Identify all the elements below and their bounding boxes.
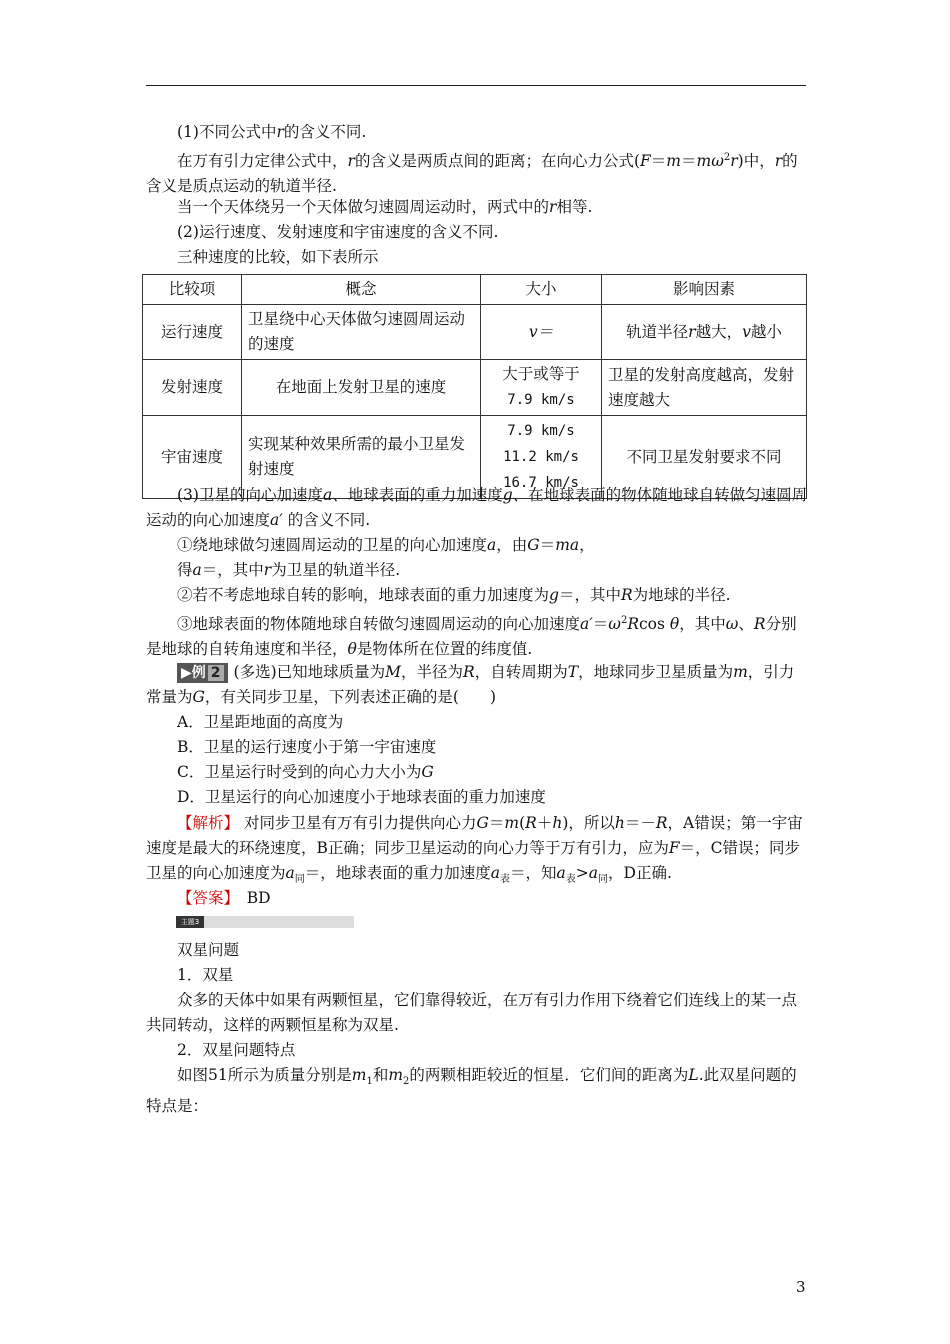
table-cell: 不同卫星发射要求不同 bbox=[602, 416, 807, 499]
table-cell: 轨道半径r越大，v越小 bbox=[602, 305, 807, 360]
table-cell: 运行速度 bbox=[143, 305, 242, 360]
table-header: 大小 bbox=[481, 275, 602, 305]
table-cell: 宇宙速度 bbox=[143, 416, 242, 499]
page-number: 3 bbox=[796, 1278, 806, 1296]
table-cell: 在地面上发射卫星的速度 bbox=[242, 360, 481, 416]
table-header: 概念 bbox=[242, 275, 481, 305]
para-8: 得a＝，其中r为卫星的轨道半径. bbox=[177, 561, 401, 579]
para-4: (2)运行速度、发射速度和宇宙速度的含义不同. bbox=[177, 223, 499, 241]
table-cell: 7.9 km/s 11.2 km/s 16.7 km/s bbox=[481, 416, 602, 499]
para-1: (1)不同公式中r的含义不同. bbox=[177, 123, 367, 141]
para-10: ③地球表面的物体随地球自转做匀速圆周运动的向心加速度$a'=\omega^2Rcos$ θ，其中ω、R分别是地球的自转角速度和半径，θ是物体所在位置的纬度值. bbox=[146, 615, 797, 659]
para-binary-star-fig: 如图51所示为质量分别是$m_1$和$m_2$的两颗相距较近的恒星．它们间的距离为L.此双星问题的特点是： bbox=[146, 1066, 797, 1116]
table-cell: 发射速度 bbox=[143, 360, 242, 416]
option-a: A．卫星距地面的高度为 bbox=[177, 713, 344, 731]
option-d: D．卫星运行的向心加速度小于地球表面的重力加速度 bbox=[177, 788, 546, 806]
example-badge: ▶例 2 bbox=[177, 663, 228, 683]
para-3: 当一个天体绕另一个天体做匀速圆周运动时，两式中的r相等. bbox=[177, 198, 593, 216]
table-cell: 实现某种效果所需的最小卫星发射速度 bbox=[242, 416, 481, 499]
para-7: ①绕地球做匀速圆周运动的卫星的向心加速度a，由G＝ma， bbox=[177, 536, 595, 554]
topic-bar bbox=[176, 916, 354, 928]
table-cell: v＝ bbox=[481, 305, 602, 360]
answer-label: 【答案】 bbox=[177, 889, 232, 907]
speed-comparison-table bbox=[142, 274, 807, 499]
option-c: C．卫星运行时受到的向心力大小为G bbox=[177, 763, 434, 781]
answer: 【答案】 BD bbox=[177, 889, 271, 907]
table-header: 影响因素 bbox=[602, 275, 807, 305]
table-header: 比较项 bbox=[143, 275, 242, 305]
example-question: ▶例 2 (多选)已知地球质量为M，半径为R，自转周期为T，地球同步卫星质量为m，引力常量为G，有关同步卫星，下列表述正确的是( ) bbox=[146, 663, 795, 706]
table-cell: 卫星绕中心天体做匀速圆周运动的速度 bbox=[242, 305, 481, 360]
topic-title: 双星问题 bbox=[177, 941, 240, 959]
analysis: 【解析】 对同步卫星有万有引力提供向心力G＝m(R＋h)，所以h＝－R，A错误；第一宇宙速度是最大的环绕速度，B正确；同步卫星运动的向心力等于万有引力，应为F＝，C错误；同步卫星的向心加速度为$a_同=$，地球表面的重力加速度$a_表=$，知$a_表>a_同$，D正确. bbox=[146, 814, 803, 886]
para-6: (3)卫星的向心加速度a、地球表面的重力加速度g、在地球表面的物体随地球自转做匀速圆周运动的向心加速度a′ 的含义不同. bbox=[146, 486, 808, 529]
para-binary-star-def: 众多的天体中如果有两颗恒星，它们靠得较近，在万有引力作用下绕着它们连线上的某一点共同转动，这样的两颗恒星称为双星. bbox=[146, 991, 798, 1034]
header-rule bbox=[146, 85, 806, 86]
table-header-row bbox=[143, 275, 807, 305]
table-row bbox=[143, 305, 807, 360]
section-1-title: 1．双星 bbox=[177, 966, 234, 984]
para-5: 三种速度的比较，如下表所示 bbox=[177, 248, 379, 266]
section-2-title: 2．双星问题特点 bbox=[177, 1041, 296, 1059]
para-9: ②若不考虑地球自转的影响，地球表面的重力加速度为g＝，其中R为地球的半径. bbox=[177, 586, 731, 604]
option-b: B．卫星的运行速度小于第一宇宙速度 bbox=[177, 738, 437, 756]
topic-tag: 主题3 bbox=[176, 916, 204, 928]
table-cell: 卫星的发射高度越高，发射速度越大 bbox=[602, 360, 807, 416]
table-cell: 大于或等于 7.9 km/s bbox=[481, 360, 602, 416]
analysis-label: 【解析】 bbox=[177, 814, 240, 832]
table-row bbox=[143, 360, 807, 416]
para-2: 在万有引力定律公式中，r的含义是两质点间的距离；在向心力公式$(F=m=m\omega^2r)$中，r的含义是质点运动的轨道半径. bbox=[146, 152, 798, 196]
